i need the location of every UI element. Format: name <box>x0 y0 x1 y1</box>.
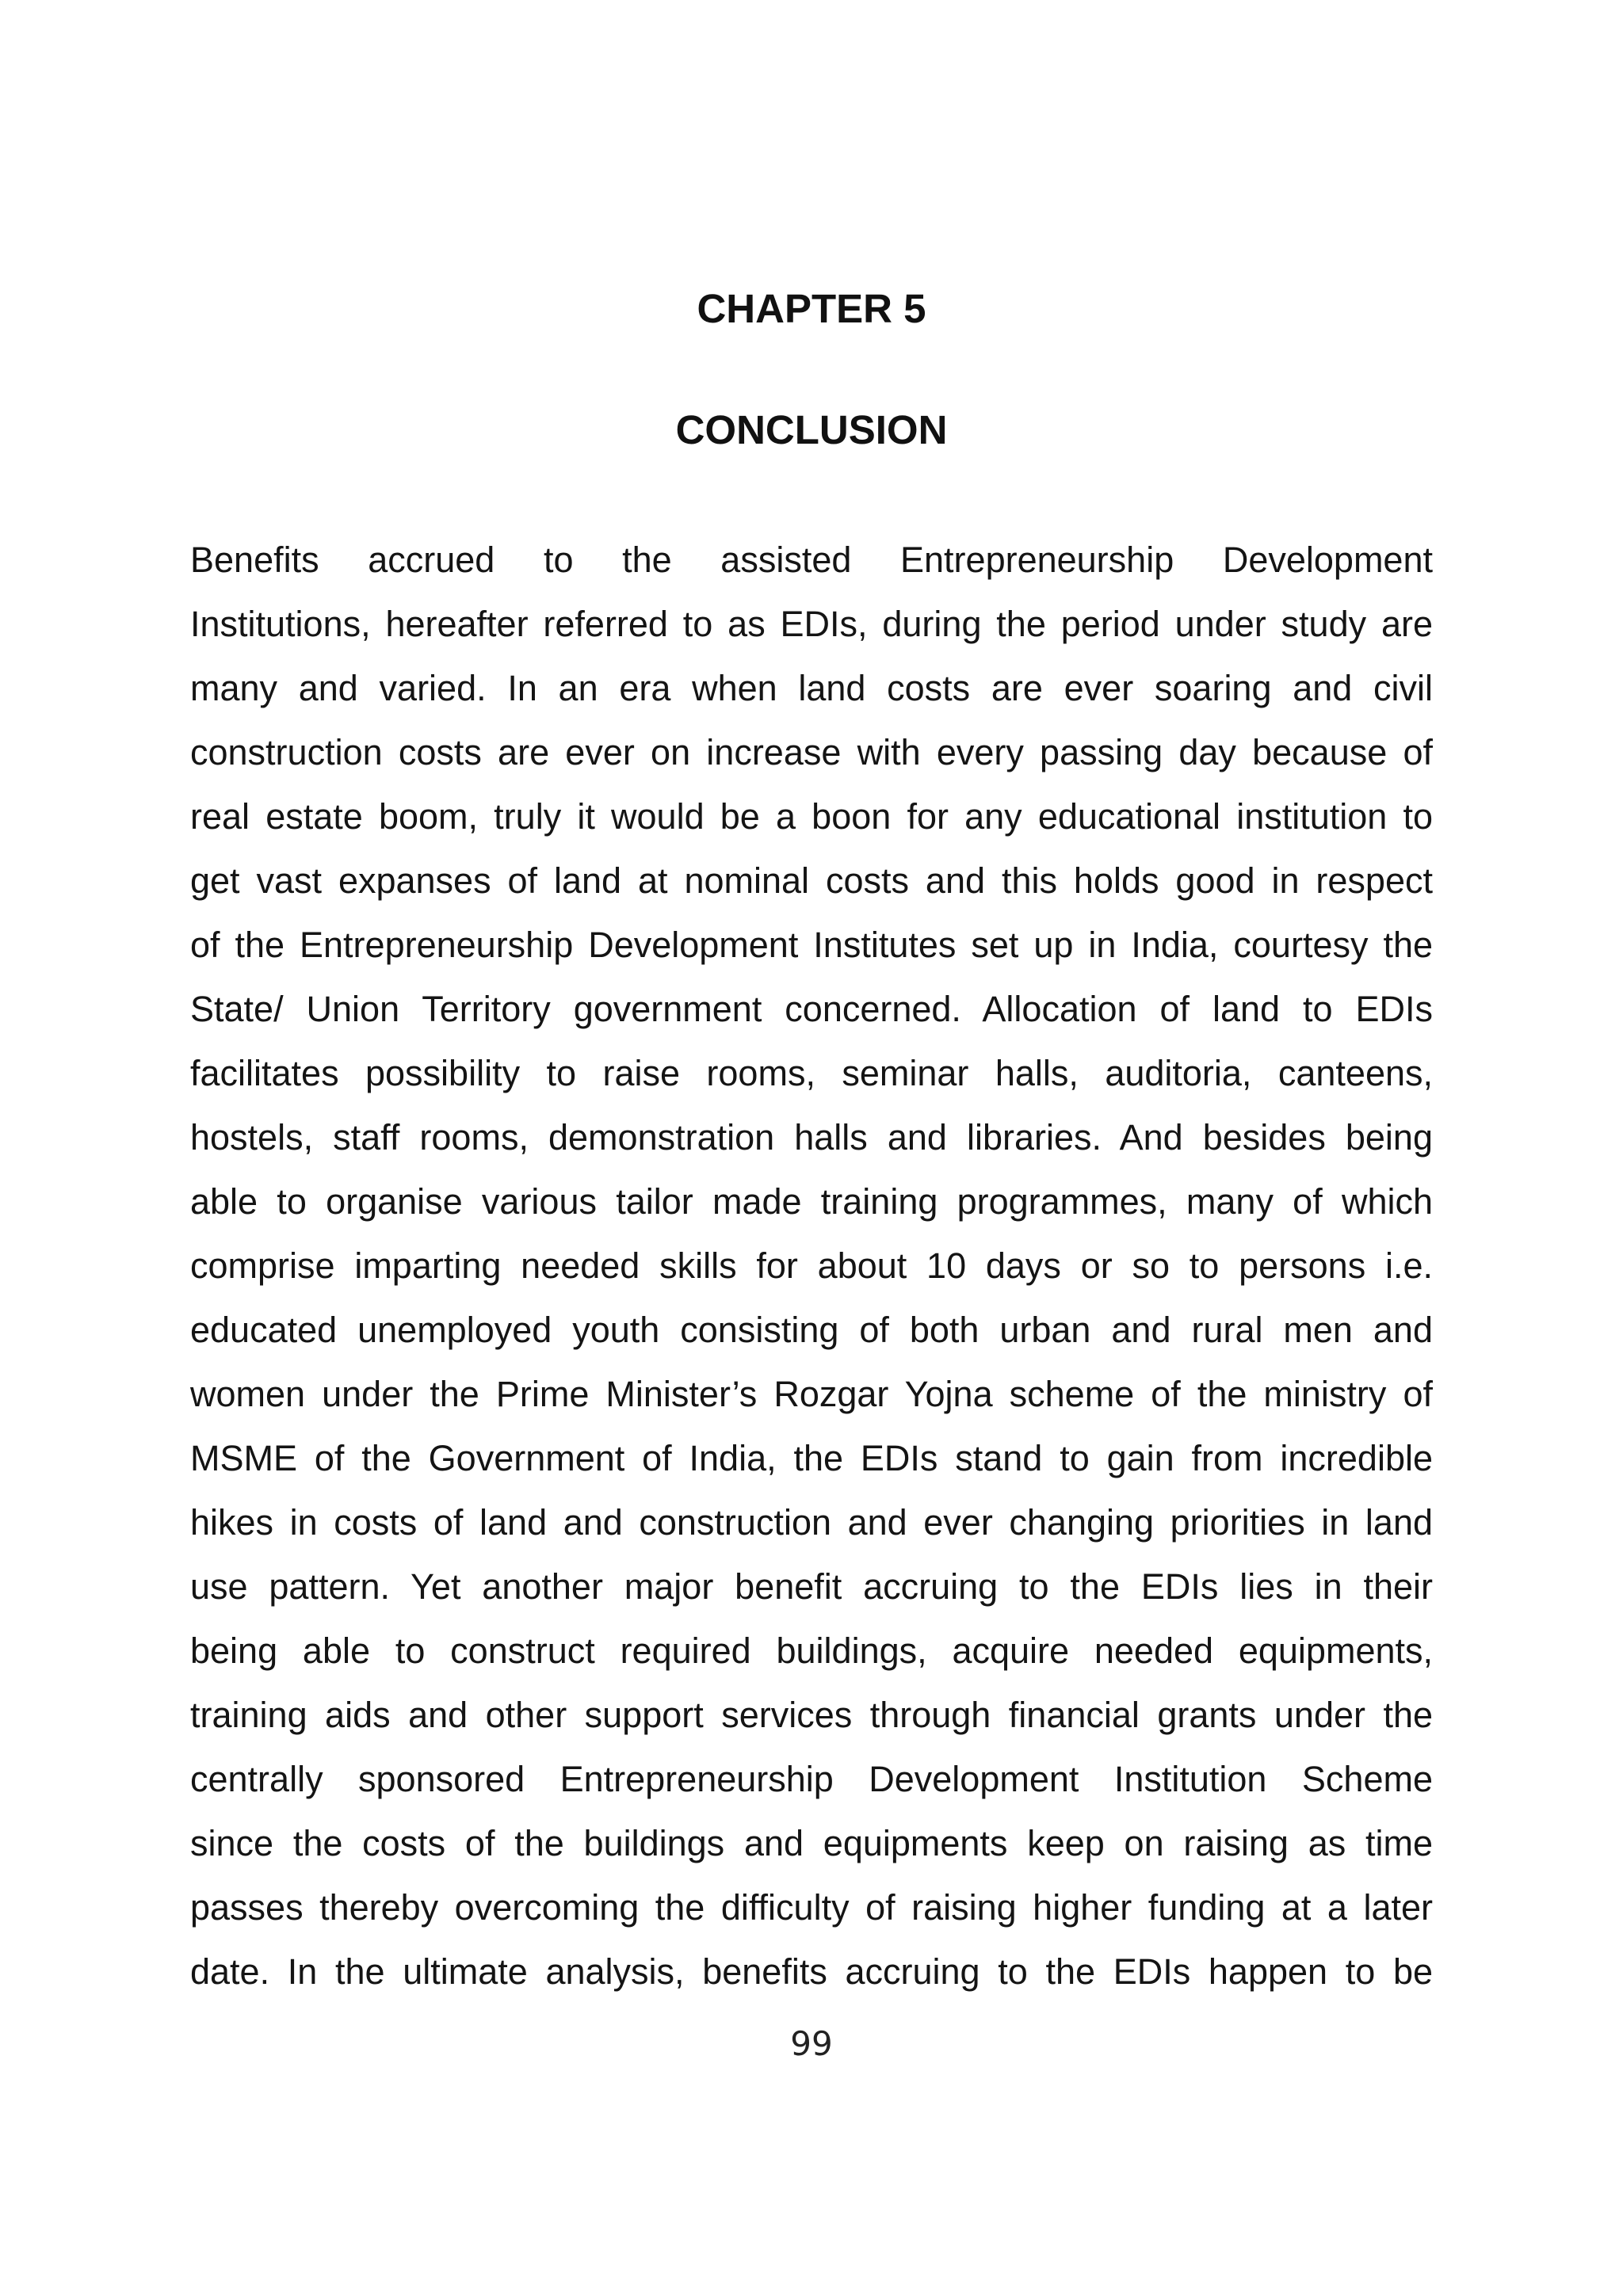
text-line: educated unemployed youth consisting of both urban and rural men and <box>190 1310 1433 1350</box>
text-line: Institutions, hereafter referred to as EDIs, during the period under study are <box>190 604 1433 644</box>
text-line: since the costs of the buildings and equipments keep on raising as time <box>190 1823 1433 1863</box>
page-number: 99 <box>790 2024 833 2063</box>
text-line: of the Entrepreneurship Development Institutes set up in India, courtesy the <box>190 925 1433 965</box>
text-line: women under the Prime Minister’s Rozgar Yojna scheme of the ministry of <box>190 1374 1433 1414</box>
text-line: Benefits accrued to the assisted Entrepreneurship Development <box>190 540 1433 580</box>
text-line: comprise imparting needed skills for about 10 days or so to persons i.e. <box>190 1245 1433 1286</box>
text-line: use pattern. Yet another major benefit accruing to the EDIs lies in their <box>190 1566 1433 1607</box>
text-line: many and varied. In an era when land costs are ever soaring and civil <box>190 668 1433 708</box>
text-line: get vast expanses of land at nominal costs and this holds good in respect <box>190 860 1433 901</box>
text-line: real estate boom, truly it would be a boon for any educational institution to <box>190 796 1433 837</box>
text-line: date. In the ultimate analysis, benefits accruing to the EDIs happen to be <box>190 1951 1433 1992</box>
text-line: training aids and other support services through financial grants under the <box>190 1695 1433 1735</box>
text-line: hikes in costs of land and construction and ever changing priorities in land <box>190 1502 1433 1543</box>
text-line: MSME of the Government of India, the EDIs stand to gain from incredible <box>190 1438 1433 1478</box>
text-line: passes thereby overcoming the difficulty of raising higher funding at a later <box>190 1887 1433 1928</box>
chapter-heading: CHAPTER 5 <box>697 286 926 331</box>
body-paragraph <box>190 528 1433 2004</box>
chapter-title: CONCLUSION <box>675 407 948 452</box>
text-line: able to organise various tailor made training programmes, many of which <box>190 1181 1433 1222</box>
text-line: being able to construct required buildings, acquire needed equipments, <box>190 1630 1433 1671</box>
text-line: construction costs are ever on increase with every passing day because of <box>190 732 1433 772</box>
text-line: State/ Union Territory government concerned. Allocation of land to EDIs <box>190 989 1433 1029</box>
text-line: facilitates possibility to raise rooms, seminar halls, auditoria, canteens, <box>190 1053 1433 1093</box>
text-line: hostels, staff rooms, demonstration halls and libraries. And besides being <box>190 1117 1433 1158</box>
text-line: centrally sponsored Entrepreneurship Development Institution Scheme <box>190 1759 1433 1799</box>
